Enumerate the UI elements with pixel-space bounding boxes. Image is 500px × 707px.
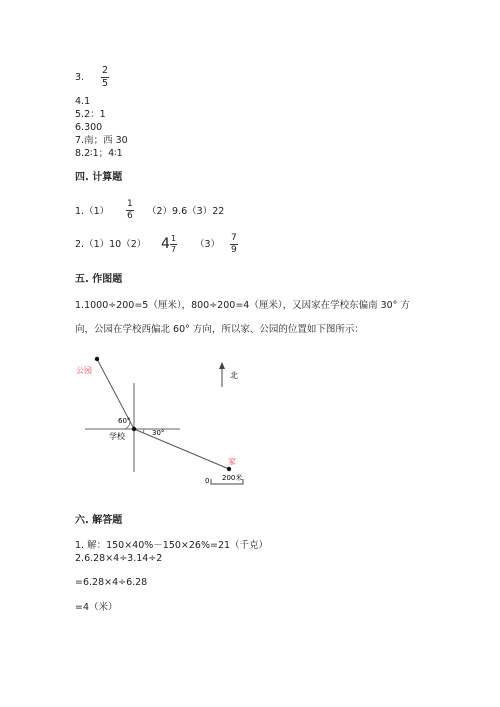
scale-distance-label: 200米 — [222, 474, 243, 482]
calc-line-2-mid: （3） — [195, 239, 221, 250]
calc-line-1-prefix: 1.（1） — [75, 206, 110, 217]
answer-5: 5.2：1 — [75, 109, 106, 120]
fraction-denominator: 5 — [102, 77, 109, 89]
home-label: 家 — [228, 457, 236, 466]
section-4-title: 四. 计算题 — [75, 172, 123, 183]
school-label: 学校 — [109, 432, 125, 441]
section-5-title: 五. 作图题 — [75, 274, 123, 285]
answer-7: 7.南；西 30 — [75, 135, 128, 146]
angle-30-label: 30° — [152, 429, 165, 437]
fraction-denominator: 6 — [127, 211, 133, 221]
solution-line-4: =4（米） — [75, 602, 118, 613]
fraction-numerator: 7 — [231, 233, 237, 243]
solution-line-2: 2.6.28×4÷3.14÷2 — [75, 553, 163, 564]
answer-8: 8.2∶1；4∶1 — [75, 148, 123, 159]
angle-30-arc — [143, 429, 144, 433]
school-to-home-line — [134, 429, 229, 469]
drawing-explanation-line-1: 1.1000÷200=5（厘米），800÷200=4（厘米），又因家在学校东偏南 30° 方 — [75, 300, 410, 311]
answer-4: 4.1 — [75, 96, 91, 107]
answer-6: 6.300 — [75, 122, 103, 133]
scale-zero-label: 0 — [205, 477, 210, 485]
calc-line-2-prefix: 2.（1）10（2） — [75, 239, 147, 250]
fraction-denominator: 9 — [231, 245, 237, 255]
fraction-numerator: 1 — [171, 234, 177, 243]
north-label: 北 — [230, 371, 238, 380]
home-point — [227, 467, 231, 471]
fraction-denominator: 7 — [171, 245, 177, 254]
angle-60-label: 60° — [118, 417, 131, 425]
school-point — [132, 427, 136, 431]
park-label: 公园 — [76, 366, 92, 375]
calc-line-2-whole: 4 — [161, 236, 170, 252]
answer-3-label: 3. — [75, 72, 85, 83]
park-point — [95, 357, 99, 361]
drawing-explanation-line-2: 向，公园在学校西偏北 60° 方向，所以家、公园的位置如下图所示： — [75, 324, 364, 335]
fraction-numerator: 1 — [127, 199, 133, 209]
calc-line-1-rest: （2）9.6（3）22 — [147, 206, 225, 217]
solution-line-3: =6.28×4÷6.28 — [75, 577, 148, 588]
solution-line-1: 1. 解：150×40%－150×26%=21（千克） — [75, 540, 269, 551]
north-arrow-icon — [219, 362, 225, 369]
fraction-numerator: 2 — [102, 65, 109, 76]
section-6-title: 六. 解答题 — [75, 515, 123, 526]
